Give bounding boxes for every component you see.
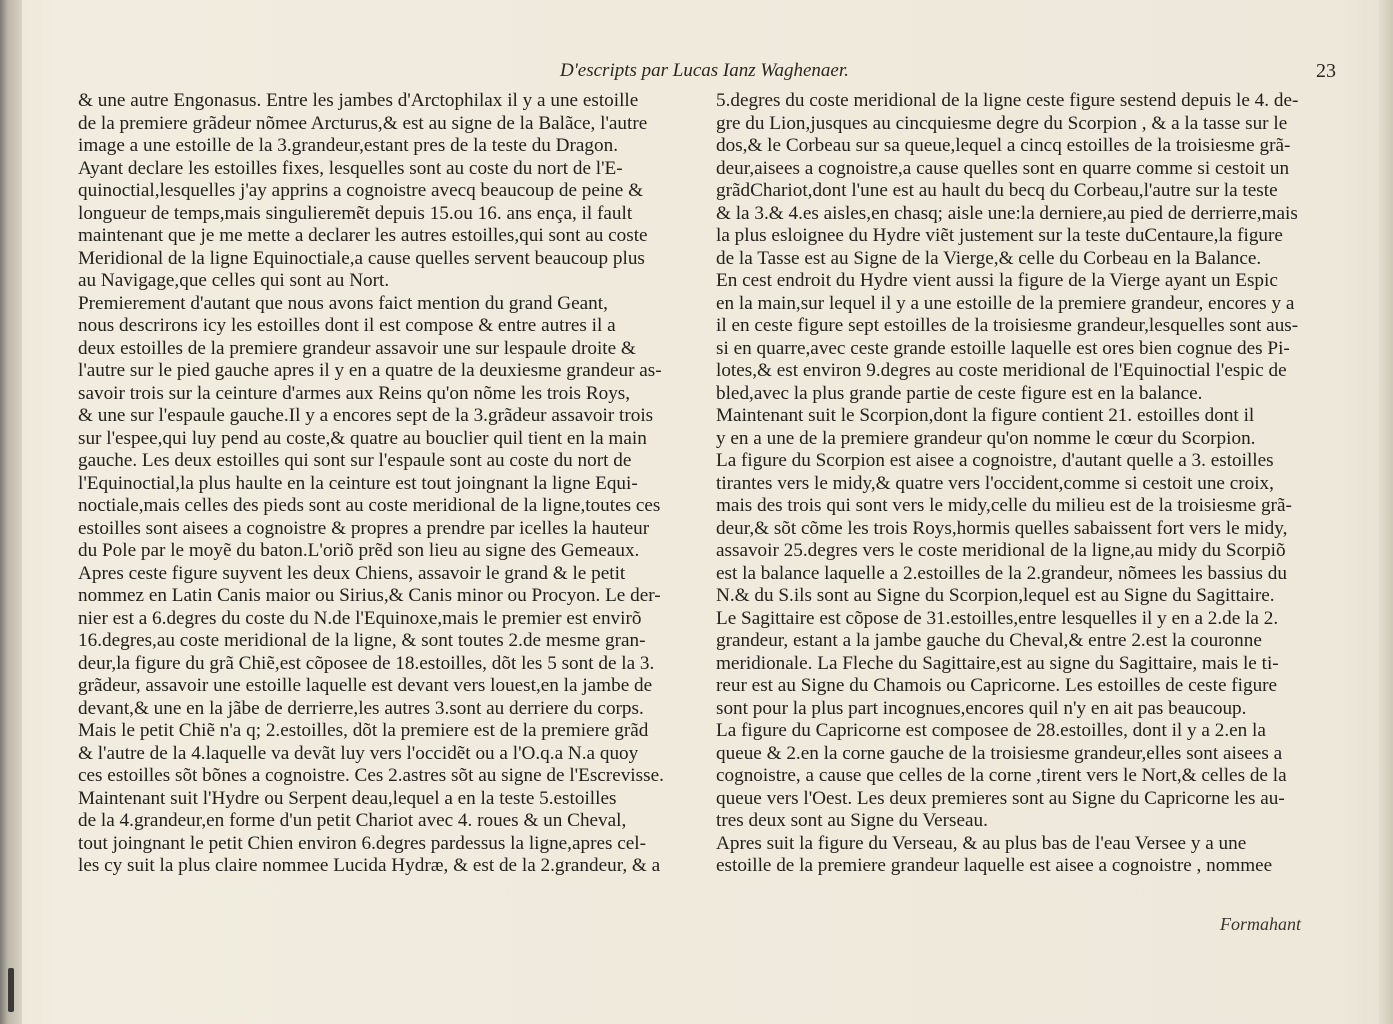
text-line: devant,& une en la jãbe de derrierre,les autres 3.sont au derriere du corps. <box>78 697 644 719</box>
text-line: si en quarre,avec ceste grande estoille laquelle est ores bien cognue des Pi- <box>716 337 1290 359</box>
text-line: meridionale. La Fleche du Sagittaire,est au signe du Sagittaire, mais le ti- <box>716 652 1279 674</box>
text-line: & une sur l'espaule gauche.Il y a encores sept de la 3.grãdeur assavoir trois <box>78 405 654 426</box>
text-line: 5.degres du coste meridional de la ligne ceste figure sestend depuis le 4. de- <box>716 90 1299 111</box>
text-line: longueur de temps,mais singulieremẽt depuis 15.ou 16. ans ença, il fault <box>78 202 633 224</box>
text-line: savoir trois sur la ceinture d'armes aux Reins qu'on nõme les trois Roys, <box>78 382 631 404</box>
text-line: y en a une de la premiere grandeur qu'on nomme le cœur du Scorpion. <box>716 427 1256 449</box>
text-line: tirantes vers le midy,& quatre vers l'occident,comme si cestoit une croix, <box>716 472 1274 494</box>
text-line: & la 3.& 4.es aisles,en chasq; aisle une:la derniere,au pied de derrierre,mais <box>716 202 1298 224</box>
text-line: au Navigage,que celles qui sont au Nort. <box>78 270 390 291</box>
text-line: Meridional de la ligne Equinoctiale,a cause quelles servent beaucoup plus <box>78 247 645 269</box>
text-line: est la balance laquelle a 2.estoilles de la 2.grandeur, nõmees les bassius du <box>716 562 1287 584</box>
text-line: nous descrirons icy les estoilles dont il est compose & entre autres il a <box>78 315 616 336</box>
left-text-column <box>78 90 693 878</box>
text-line: quinoctial,lesquelles j'ay apprins a cognoistre avecq beaucoup de peine & <box>78 180 644 201</box>
text-line: deur,la figure du grã Chiẽ,est cõposee de 18.estoilles, dõt les 5 sont de la 3. <box>78 652 655 674</box>
text-line: Premierement d'autant que nous avons faict mention du grand Geant, <box>78 292 608 314</box>
text-line: maintenant que je me mette a declarer les autres estoilles,qui sont au coste <box>78 225 648 246</box>
text-line: La figure du Scorpion est aisee a cognoistre, d'autant quelle a 3. estoilles <box>716 450 1274 471</box>
text-line: la plus esloignee du Hydre viẽt justement sur la teste duCentaure,la figure <box>716 225 1283 246</box>
text-line: les cy suit la plus claire nommee Lucida Hydræ, & est de la 2.grandeur, & a <box>78 855 661 876</box>
text-line: N.& du S.ils sont au Signe du Scorpion,lequel est au Signe du Sagittaire. <box>716 585 1275 606</box>
text-line: sont pour la plus part incognues,encores quil n'y en ait pas beaucoup. <box>716 697 1247 719</box>
text-line: Le Sagittaire est cõpose de 31.estoilles,entre lesquelles il y en a 2.de la 2. <box>716 607 1279 629</box>
text-line: lotes,& est environ 9.degres au coste meridional de l'Equinoctial l'espic de <box>716 360 1287 381</box>
running-head: D'escripts par Lucas Ianz Waghenaer. <box>560 60 849 81</box>
text-line: gauche. Les deux estoilles qui sont sur l'espaule sont au coste du nort de <box>78 450 632 471</box>
text-line: de la 4.grandeur,en forme d'un petit Chariot avec 4. roues & un Cheval, <box>78 810 627 831</box>
text-line: mais des trois qui sont vers le midy,celle du milieu est de la troisiesme grã- <box>716 495 1292 516</box>
text-line: nier est a 6.degres du coste du N.de l'Equinoxe,mais le premier est envirõ <box>78 607 642 629</box>
text-line: & l'autre de la 4.laquelle va devãt luy vers l'occidẽt ou a l'O.q.a N.a quoy <box>78 742 639 764</box>
text-line: sur l'espee,qui luy pend au coste,& quatre au bouclier quil tient en la main <box>78 427 647 449</box>
text-line: gre du Lion,jusques au cincquiesme degre du Scorpion , & a la tasse sur le <box>716 112 1288 134</box>
text-line: deur,& sõt cõme les trois Roys,hormis quelles sabaissent fort vers le midy, <box>716 517 1288 539</box>
text-line: de la premiere grãdeur nõmee Arcturus,& est au signe de la Balãce, l'autre <box>78 112 648 134</box>
text-line: assavoir 25.degres vers le coste meridional de la ligne,au midy du Scorpiõ <box>716 540 1286 561</box>
text-line: grãdChariot,dont l'une est au hault du becq du Corbeau,l'autre sur la teste <box>716 180 1278 201</box>
right-text-column <box>716 90 1330 878</box>
binding-gutter <box>0 0 22 1024</box>
text-line: estoille de la premiere grandeur laquelle est aisee a cognoistre , nommee <box>716 855 1273 876</box>
text-line: cognoistre, a cause que celles de la corne ,tirent vers le Nort,& celles de la <box>716 765 1287 786</box>
text-line: Maintenant suit le Scorpion,dont la figure contient 21. estoilles dont il <box>716 405 1255 426</box>
text-line: Apres ceste figure suyvent les deux Chiens, assavoir le grand & le petit <box>78 562 626 584</box>
text-line: & une autre Engonasus. Entre les jambes d'Arctophilax il y a une estoille <box>78 90 639 111</box>
text-line: image a une estoille de la 3.grandeur,estant pres de la teste du Dragon. <box>78 135 619 156</box>
text-line: Mais le petit Chiẽ n'a q; 2.estoilles, dõt la premiere est de la premiere grãd <box>78 720 649 741</box>
text-line: dos,& le Corbeau sur sa queue,lequel a cincq estoilles de la troisiesme grã- <box>716 135 1291 156</box>
page-edge <box>1379 0 1393 1024</box>
text-line: En cest endroit du Hydre vient aussi la figure de la Vierge ayant un Espic <box>716 270 1278 291</box>
text-line: Apres suit la figure du Verseau, & au plus bas de l'eau Versee y a une <box>716 832 1247 854</box>
text-line: de la Tasse est au Signe de la Vierge,& celle du Corbeau en la Balance. <box>716 247 1262 269</box>
text-line: l'autre sur le pied gauche apres il y en a quatre de la deuxiesme grandeur as- <box>78 360 662 381</box>
text-line: tres deux sont au Signe du Verseau. <box>716 810 988 831</box>
page-tab-marker <box>8 968 14 1012</box>
text-line: du Pole par le moyẽ du baton.L'oriõ prẽd son lieu au signe des Gemeaux. <box>78 540 640 561</box>
text-line: deur,aisees a cognoistre,a cause quelles sont en quarre comme si cestoit un <box>716 157 1290 179</box>
text-line: grandeur, estant a la jambe gauche du Cheval,& entre 2.est la couronne <box>716 630 1262 651</box>
text-line: bled,avec la plus grande partie de ceste figure est en la balance. <box>716 382 1203 404</box>
text-line: nommez en Latin Canis maior ou Sirius,& Canis minor ou Procyon. Le der- <box>78 585 661 606</box>
text-line: Maintenant suit l'Hydre ou Serpent deau,lequel a en la teste 5.estoilles <box>78 787 617 809</box>
text-line: l'Equinoctial,la plus haulte en la ceinture est tout joingnant la ligne Equi- <box>78 472 638 494</box>
text-line: noctiale,mais celles des pieds sont au coste meridional de la ligne,toutes ces <box>78 495 661 516</box>
text-line: estoilles sont aisees a cognoistre & propres a prendre par icelles la hauteur <box>78 517 650 539</box>
text-line: queue & 2.en la corne gauche de la troisiesme grandeur,elles sont aisees a <box>716 742 1283 764</box>
text-line: tout joingnant le petit Chien environ 6.degres pardessus la ligne,apres cel- <box>78 832 647 854</box>
text-line: ces estoilles sõt bõnes a cognoistre. Ces 2.astres sõt au signe de l'Escrevisse. <box>78 765 664 786</box>
text-line: queue vers l'Oest. Les deux premieres sont au Signe du Capricorne les au- <box>716 787 1285 809</box>
text-line: 16.degres,au coste meridional de la ligne, & sont toutes 2.de mesme gran- <box>78 630 646 651</box>
text-line: grãdeur, assavoir une estoille laquelle est devant vers louest,en la jambe de <box>78 675 653 696</box>
text-line: reur est au Signe du Chamois ou Capricorne. Les estoilles de ceste figure <box>716 675 1278 696</box>
text-line: La figure du Capricorne est composee de 28.estoilles, dont il y a 2.en la <box>716 720 1266 741</box>
text-line: en la main,sur lequel il y a une estoille de la premiere grandeur, encores y a <box>716 292 1295 314</box>
page-number: 23 <box>1316 60 1336 82</box>
text-line: deux estoilles de la premiere grandeur assavoir une sur lespaule droite & <box>78 337 636 359</box>
text-line: Ayant declare les estoilles fixes, lesquelles sont au coste du nort de l'E- <box>78 157 623 179</box>
text-line: il en ceste figure sept estoilles de la troisiesme grandeur,lesquelles sont aus- <box>716 315 1299 336</box>
catchword: Formahant <box>1220 914 1301 934</box>
